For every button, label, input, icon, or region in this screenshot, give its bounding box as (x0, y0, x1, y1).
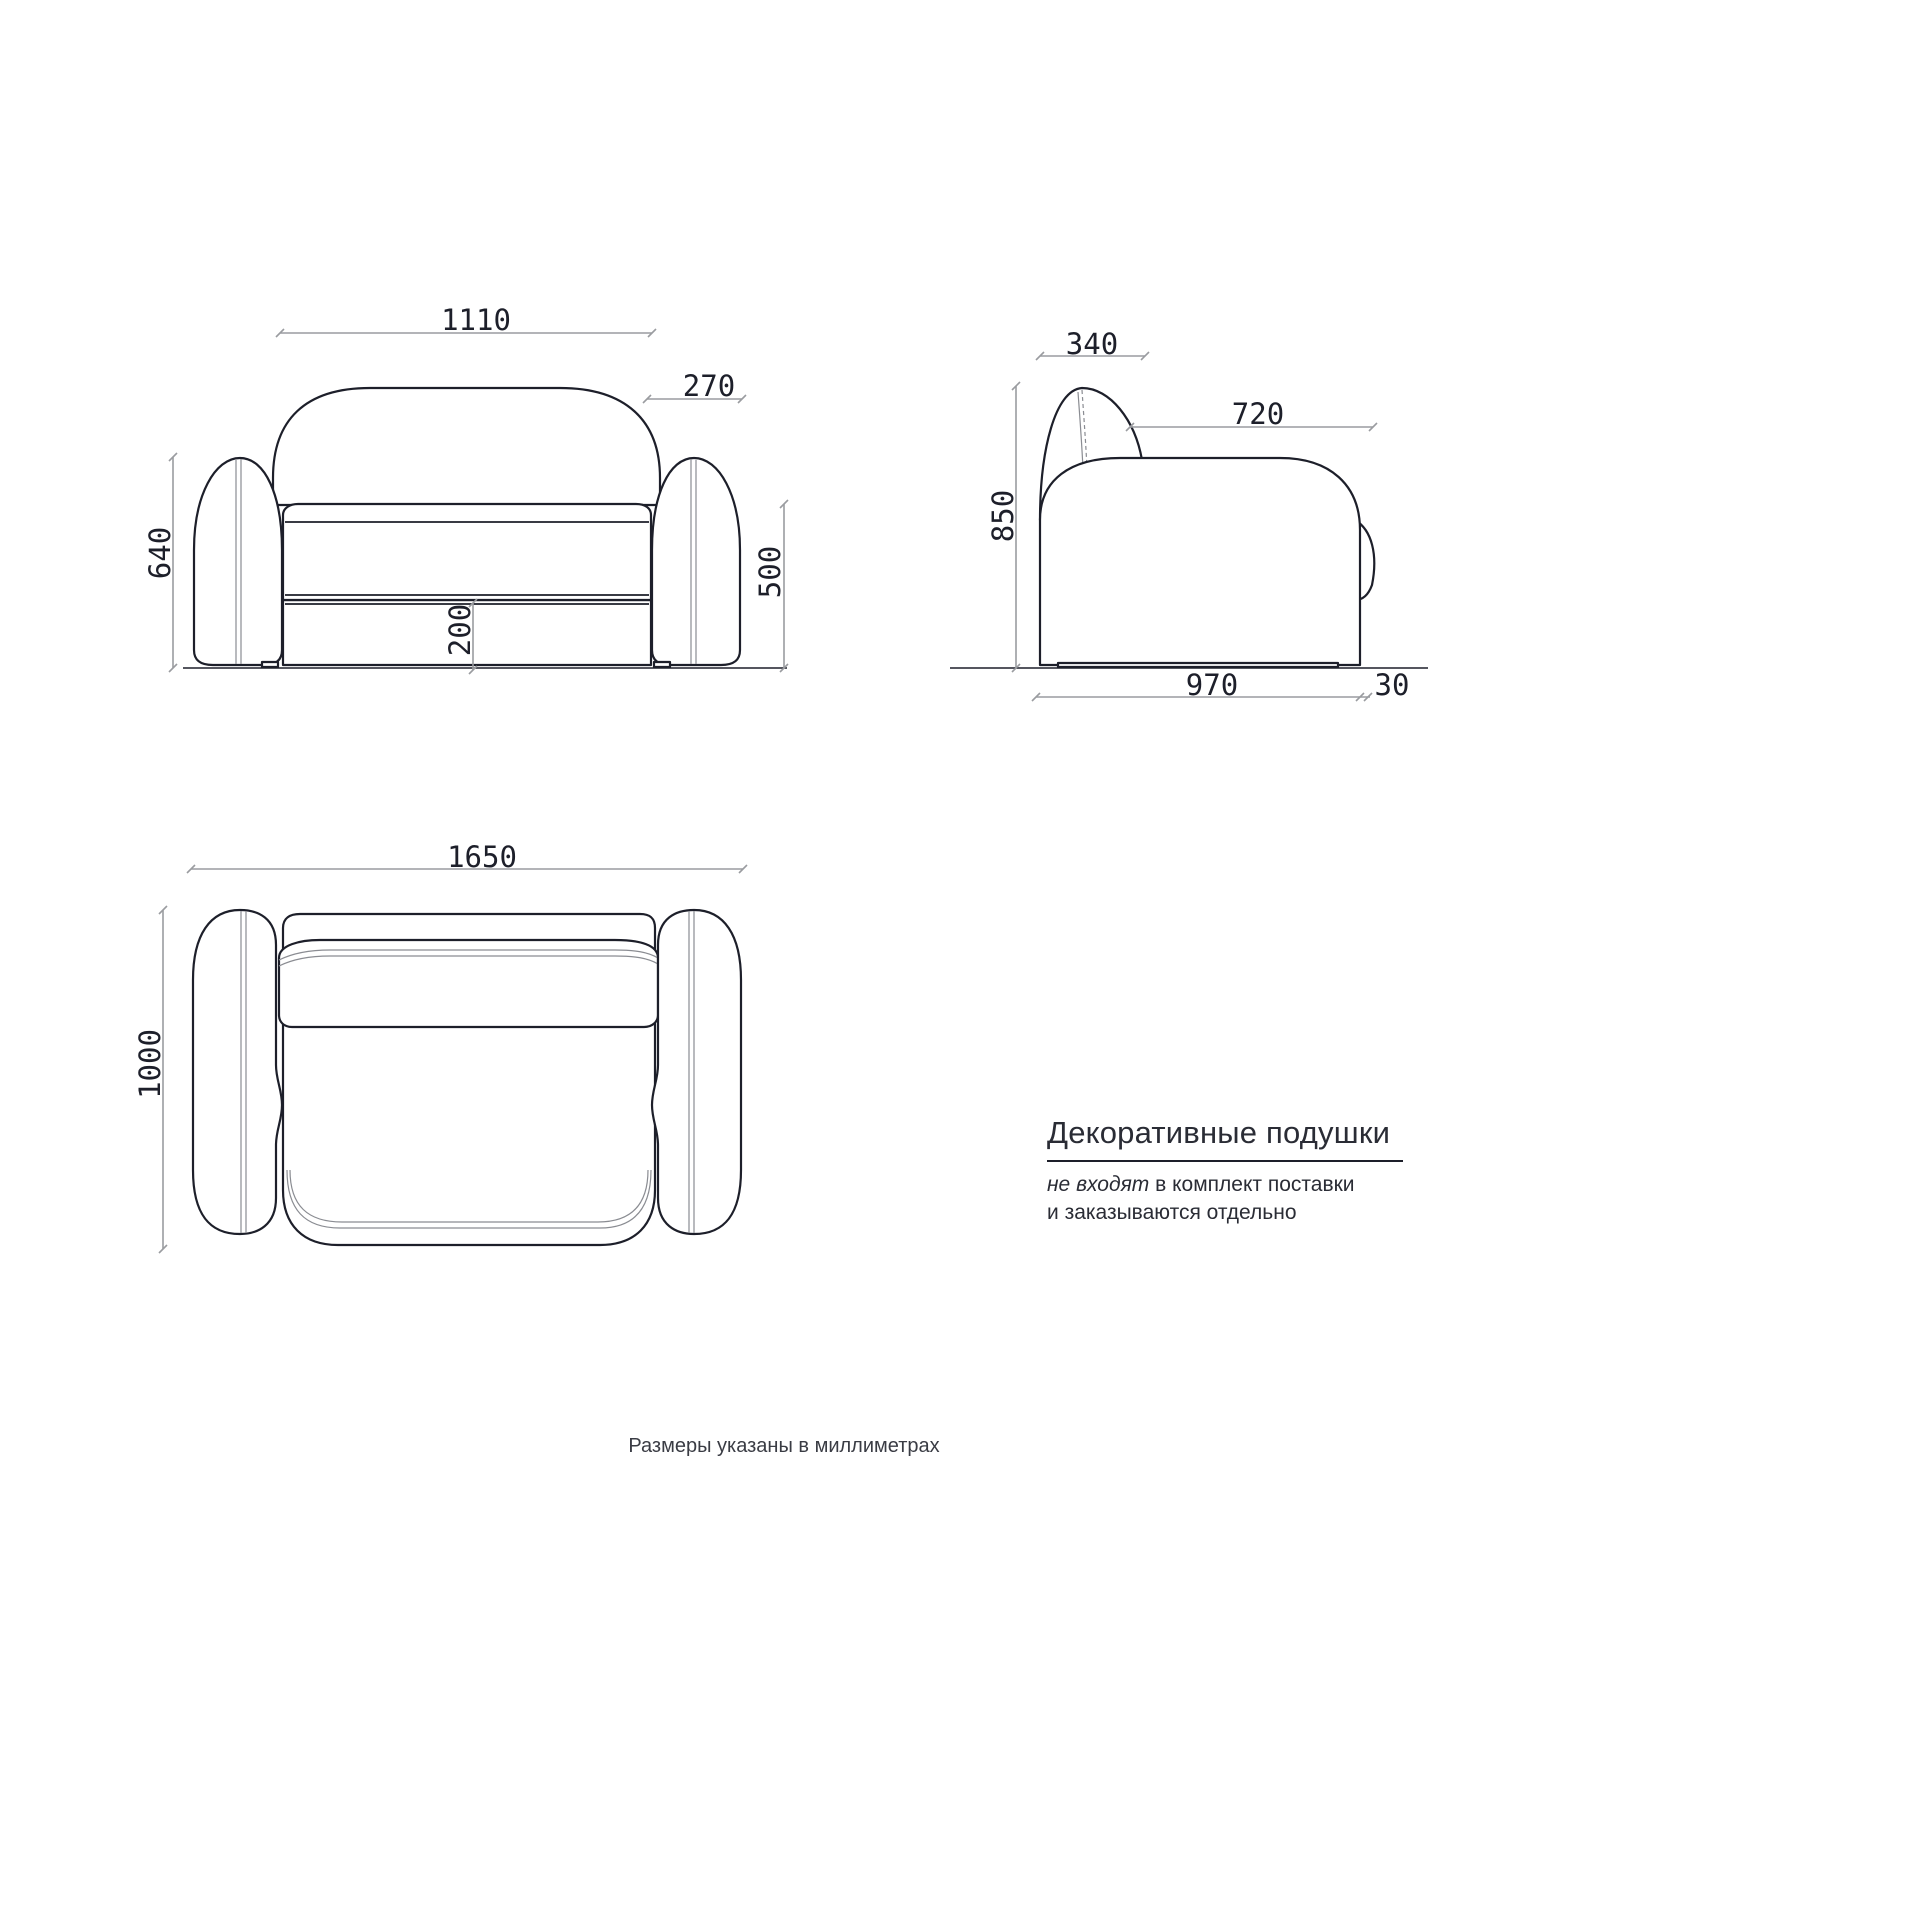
side-foot (1058, 663, 1338, 667)
front-lower-height-label: 200 (443, 603, 477, 657)
front-seat-height-label: 500 (753, 545, 787, 599)
front-backrest (273, 388, 660, 505)
top-left-arm (193, 910, 282, 1234)
top-right-arm (652, 910, 741, 1234)
front-view (143, 303, 788, 674)
side-seat-depth-label: 720 (1231, 397, 1285, 431)
top-width-label: 1650 (447, 840, 517, 874)
front-left-foot (262, 662, 278, 667)
cushion-note-emphasis: не входят (1047, 1173, 1150, 1196)
front-left-arm (194, 458, 282, 665)
top-depth-label: 1000 (133, 1029, 167, 1099)
side-back-depth-label: 340 (1065, 327, 1119, 361)
side-view (950, 327, 1428, 702)
front-height-label: 640 (143, 526, 177, 580)
cushion-note-line-2: и заказываются отдельно (1047, 1201, 1297, 1224)
front-right-foot (654, 662, 670, 667)
side-body (1040, 458, 1360, 665)
cushion-note-title: Декоративные подушки (1047, 1115, 1391, 1150)
front-width-label: 1110 (441, 303, 511, 337)
front-seat-cushion (283, 504, 651, 600)
top-view (133, 840, 747, 1253)
cushion-note-line-1-rest: в комплект поставки (1149, 1173, 1355, 1196)
side-offset-label: 30 (1374, 668, 1410, 702)
cushion-note-divider (1047, 1160, 1403, 1162)
side-height-label: 850 (986, 489, 1020, 543)
top-back-cushion (279, 940, 658, 1027)
front-arm-label: 270 (682, 369, 736, 403)
units-footnote: Размеры указаны в миллиметрах (628, 1435, 940, 1457)
cushion-note-line-1 (1047, 1173, 1355, 1197)
side-total-depth-label: 970 (1185, 668, 1239, 702)
